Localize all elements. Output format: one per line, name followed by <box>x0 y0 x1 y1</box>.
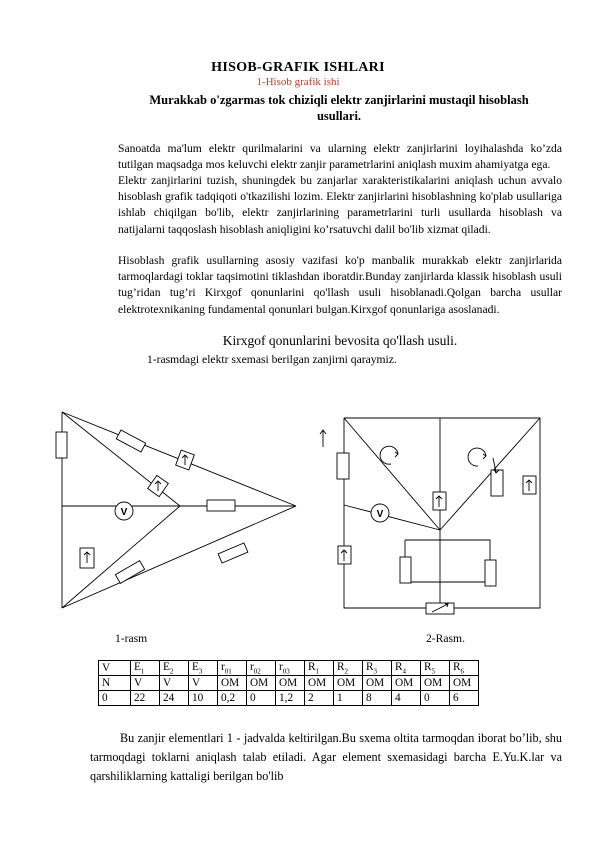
table-cell: OM <box>363 676 392 691</box>
table-cell: 6 <box>450 691 479 706</box>
resistor-upper-diag <box>116 430 145 452</box>
table-cell: 4 <box>392 691 421 706</box>
circuit-figure-1 <box>56 412 296 608</box>
table-cell: V <box>160 676 189 691</box>
resistor-fig2-inner-right <box>485 560 496 586</box>
table-cell: 1,2 <box>276 691 305 706</box>
table-cell: $R_2$ <box>334 661 363 676</box>
table-row <box>99 676 479 691</box>
table-cell: 1 <box>334 691 363 706</box>
resistor-fig2-left <box>337 453 349 479</box>
table-cell: OM <box>247 676 276 691</box>
resistor-fig2-right <box>491 470 503 496</box>
source-fig2-left <box>338 546 351 564</box>
source-fig2-right <box>523 476 536 494</box>
heading-line-2: usullari. <box>316 109 362 123</box>
resistor-middle <box>207 500 235 511</box>
table-cell: 0 <box>421 691 450 706</box>
table-cell: $E_2$ <box>160 661 189 676</box>
table-cell: $r_{02}$ <box>247 661 276 676</box>
table-cell: V <box>99 661 131 676</box>
paragraph-bottom-text: Bu zanjir elementlari 1 - jadvalda keltirilgan.Bu sxema oltita tarmoqdan iborat bo’lib, shu tarmoqdagi toklarni aniqlash talab etiladi. Agar element sxemasidagi barcha E.Yu.K.lar va qarshiliklarning kattaligi berilgan bo'lib <box>90 731 562 783</box>
table-cell: $R_5$ <box>421 661 450 676</box>
kirchhoff-heading: Kirxgof qonunlarini bevosita qo'llash usuli. <box>222 333 458 348</box>
table-cell: V <box>131 676 160 691</box>
document-title: HISOB-GRAFIK ISHLARI <box>211 60 385 75</box>
table-row <box>99 661 479 676</box>
parameters-table <box>98 660 479 706</box>
figure-2-caption: 2-Rasm. <box>426 632 465 645</box>
resistor-lower-diag <box>115 561 144 584</box>
table-cell: V <box>189 676 218 691</box>
table-cell: 24 <box>160 691 189 706</box>
paragraph-bottom <box>90 729 562 786</box>
table-cell: $R_3$ <box>363 661 392 676</box>
table-cell: $R_4$ <box>392 661 421 676</box>
document-subtitle: 1-Hisob grafik ishi <box>256 76 340 88</box>
table-cell: $R_6$ <box>450 661 479 676</box>
table-cell: $r_{03}$ <box>276 661 305 676</box>
table-cell: 0,2 <box>218 691 247 706</box>
paragraph-2-text: Elektr zanjirlarini tuzish, shuningdek bu zanjarlar xarakteristikalarini aniqlash uchun avvalo hisoblash grafik tadqiqoti o'tkazilishi lozim. Elektr zanjirlarini hisoblashning ko'plab usullariga ishlab chiqilgan bo'lib, elektr zanjirlarining parametrlarini turli usullarda hisoblash va natijalarni taqqoslash hisoblash aniqligini ko’rsatuvchi dalil bo'lib xizmat qiladi. <box>118 174 562 236</box>
table-cell: OM <box>392 676 421 691</box>
table-cell: OM <box>421 676 450 691</box>
table-cell: OM <box>450 676 479 691</box>
table-cell: $r_{01}$ <box>218 661 247 676</box>
resistor-fig2-inner-left <box>400 557 411 583</box>
loop-arrow-2 <box>468 448 486 466</box>
paragraph-1-text: Sanoatda ma'lum elektr qurilmalarini va ularning elektr zanjirlarini loyihalashda ko’zda tutilgan maqsadga mos keluvchi elektr zanjir parametrlarini aniqlash muxim ahamiyatga ega. <box>118 142 562 172</box>
table-cell: 8 <box>363 691 392 706</box>
source-fig2-mid <box>433 492 446 510</box>
voltmeter-1-label: V <box>120 507 128 518</box>
resistor-lower-right <box>218 543 248 563</box>
table-cell: OM <box>334 676 363 691</box>
loop-arrow-1 <box>380 446 398 464</box>
table-cell: $R_1$ <box>305 661 334 676</box>
table-cell: OM <box>276 676 305 691</box>
table-cell: 0 <box>247 691 276 706</box>
circuit-figure-2 <box>320 418 540 614</box>
table-cell: OM <box>218 676 247 691</box>
paragraph-3-text: Hisoblash grafik usullarning asosiy vazifasi ko'p manbalik murakkab elektr zanjirlarida tarmoqlardagi toklar taqsimotini tiklashdan iboratdir.Bunday zanjirlarda klassik hisoblash usuli tug’ridan tug’ri Kirxgof qonunlarini qo'llash usuli hisoblanadi.Qolgan barcha usullar elektrotexnikaning fundamental qonunlari bulgan.Kirxgof qonunlariga asoslanadi. <box>118 254 562 316</box>
table-cell: OM <box>305 676 334 691</box>
resistor-left <box>56 432 67 458</box>
table-cell: 2 <box>305 691 334 706</box>
table-cell: N <box>99 676 131 691</box>
table-row <box>99 691 479 706</box>
table-cell: 0 <box>99 691 131 706</box>
voltmeter-2-label: V <box>376 509 384 520</box>
table-cell: 10 <box>189 691 218 706</box>
table-cell: 22 <box>131 691 160 706</box>
table-cell: $E_1$ <box>131 661 160 676</box>
figure-1-caption: 1-rasm <box>115 632 148 645</box>
intro-line: 1-rasmdagi elektr sxemasi berilgan zanjirni qaraymiz. <box>147 353 397 366</box>
heading-line-1: Murakkab o'zgarmas tok chiziqli elektr zanjirlarini mustaqil hisoblash <box>149 93 529 107</box>
table-cell: $E_3$ <box>189 661 218 676</box>
